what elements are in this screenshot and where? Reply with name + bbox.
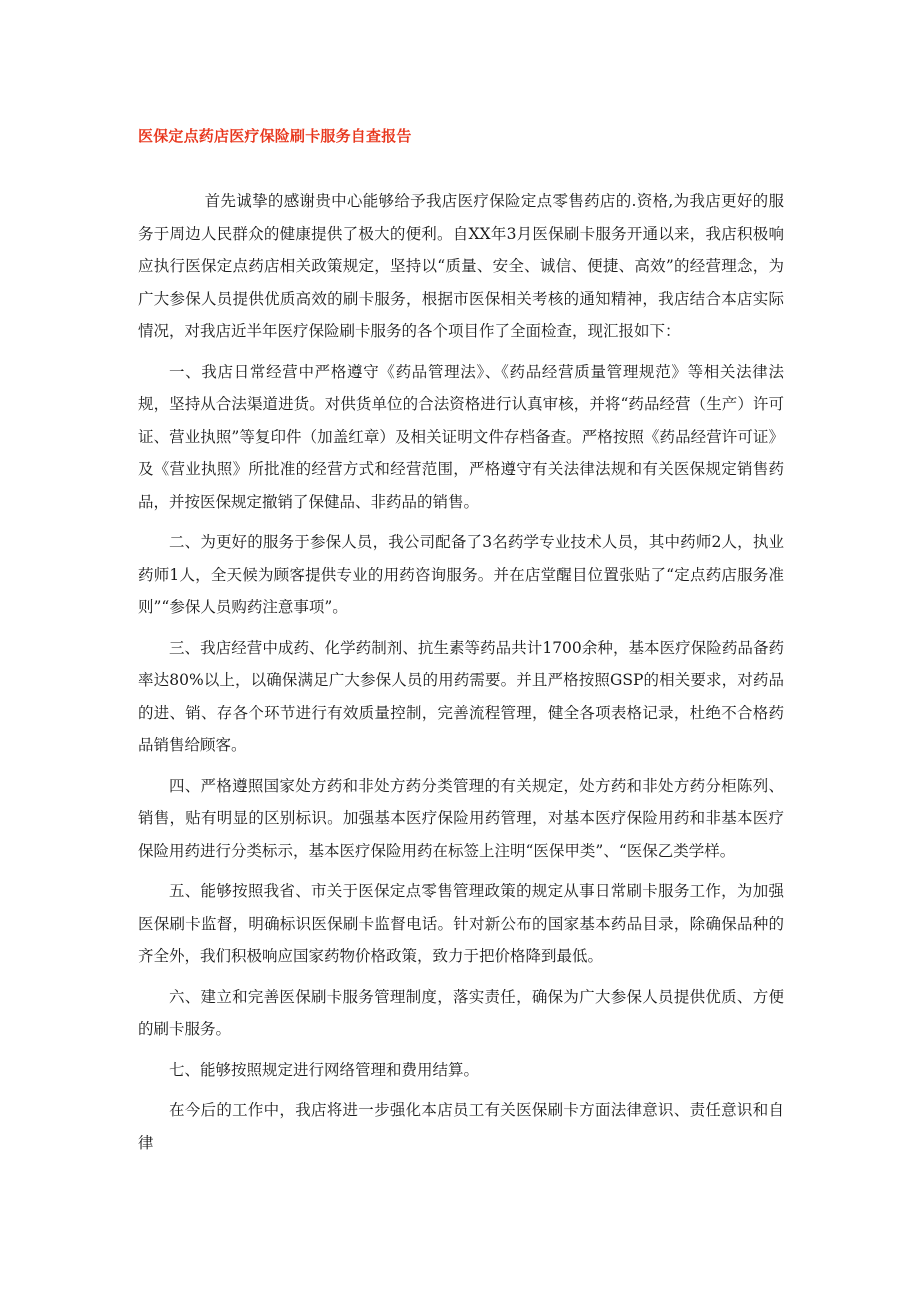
document-body [138, 185, 784, 1167]
paragraph-closing: 在今后的工作中，我店将进一步强化本店员工有关医保刷卡方面法律意识、责任意识和自律 [138, 1101, 784, 1152]
paragraph-item-5: 五、能够按照我省、市关于医保定点零售管理政策的规定从事日常刷卡服务工作，为加强医保刷卡监督，明确标识医保刷卡监督电话。针对新公布的国家基本药品目录，除确保品种的齐全外，我们积极响应国家药物价格政策，致力于把价格降到最低。 [138, 882, 784, 965]
paragraph-item-1: 一、我店日常经营中严格遵守《药品管理法》、《药品经营质量管理规范》等相关法律法规，坚持从合法渠道进货。对供货单位的合法资格进行认真审核，并将“药品经营（生产）许可证、营业执照”等复印件（加盖红章）及相关证明文件存档备查。严格按照《药品经营许可证》及《营业执照》所批准的经营方式和经营范围，严格遵守有关法律法规和有关医保规定销售药品，并按医保规定撤销了保健品、非药品的销售。 [138, 362, 784, 511]
paragraph-item-2: 二、为更好的服务于参保人员，我公司配备了3名药学专业技术人员，其中药师2人，执业药师1人，全天候为顾客提供专业的用药咨询服务。并在店堂醒目位置张贴了“定点药店服务准则”“参保人员购药注意事项”。 [138, 533, 784, 616]
paragraph-item-6: 六、建立和完善医保刷卡服务管理制度，落实责任，确保为广大参保人员提供优质、方便的刷卡服务。 [138, 987, 784, 1038]
paragraph-item-7: 七、能够按照规定进行网络管理和费用结算。 [169, 1060, 480, 1079]
document-title: 医保定点药店医疗保险刷卡服务自查报告 [138, 127, 412, 145]
paragraph-item-3: 三、我店经营中成药、化学药制剂、抗生素等药品共计1700余种，基本医疗保险药品备药率达80%以上，以确保满足广大参保人员的用药需要。并且严格按照GSP的相关要求，对药品的进、销、存各个环节进行有效质量控制，完善流程管理，健全各项表格记录，杜绝不合格药品销售给顾客。 [138, 638, 784, 754]
paragraph-intro: 首先诚挚的感谢贵中心能够给予我店医疗保险定点零售药店的.资格,为我店更好的服务于周边人民群众的健康提供了极大的便利。自XX年3月医保刷卡服务开通以来，我店积极响应执行医保定点药店相关政策规定，坚持以“质量、安全、诚信、便捷、高效”的经营理念，为广大参保人员提供优质高效的刷卡服务，根据市医保相关考核的通知精神，我店结合本店实际情况，对我店近半年医疗保险刷卡服务的各个项目作了全面检查，现汇报如下： [138, 192, 784, 340]
paragraph-item-4: 四、严格遵照国家处方药和非处方药分类管理的有关规定，处方药和非处方药分柜陈列、销售，贴有明显的区别标识。加强基本医疗保险用药管理，对基本医疗保险用药和非基本医疗保险用药进行分类标示，基本医疗保险用药在标签上注明“医保甲类”、“医保乙类学样。 [138, 776, 784, 860]
